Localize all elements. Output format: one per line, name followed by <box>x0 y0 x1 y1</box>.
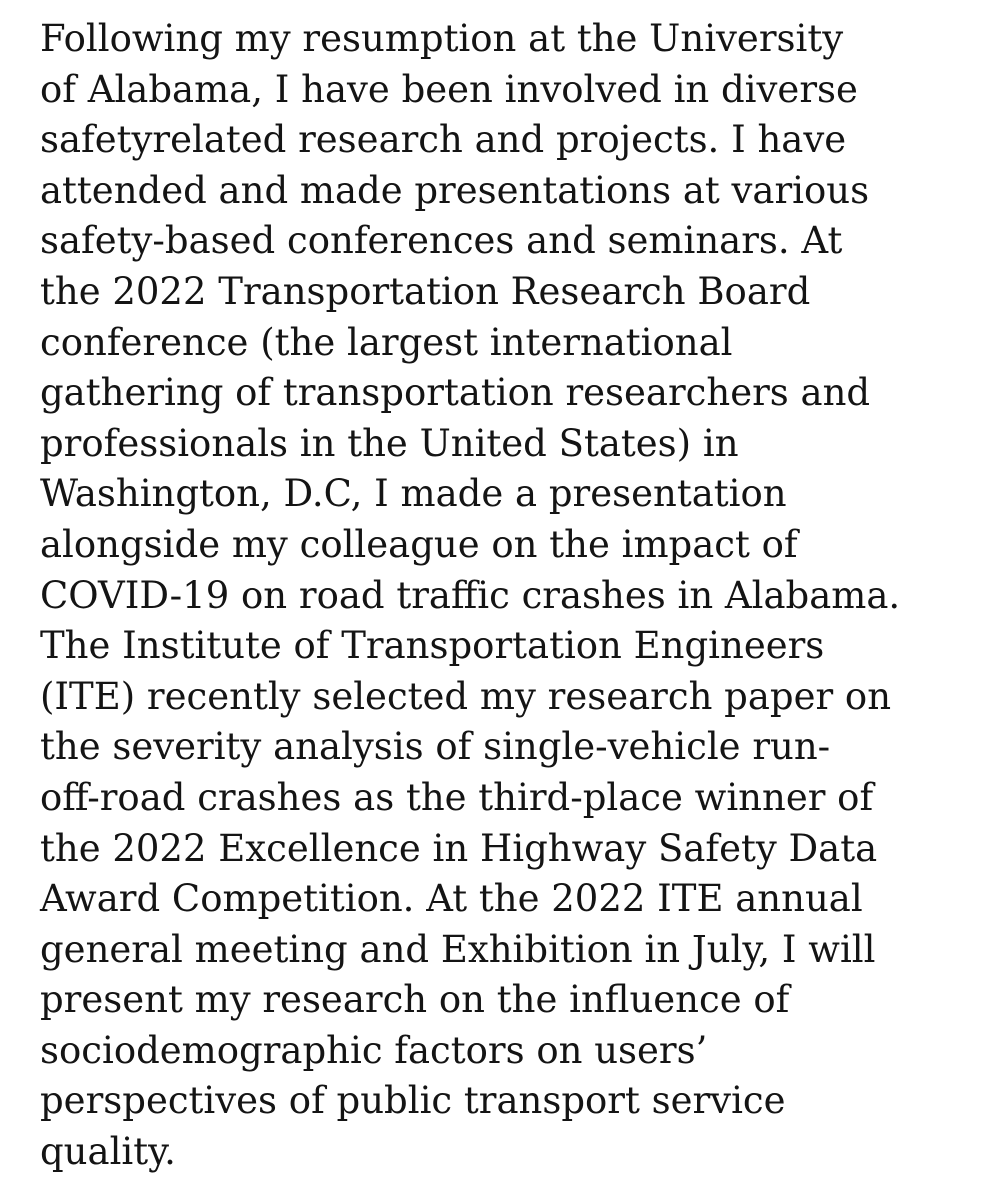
paragraph-line: quality. <box>40 1130 176 1174</box>
paragraph-line: the severity analysis of single-vehicle run- <box>40 725 831 769</box>
paragraph-line: attended and made presentations at various <box>40 168 870 212</box>
paragraph-line: present my research on the influence of <box>40 978 790 1022</box>
paragraph-line: professionals in the United States) in <box>40 421 739 465</box>
paragraph-line: COVID-19 on road traffic crashes in Alabama. <box>40 573 901 617</box>
paragraph-line: sociodemographic factors on users’ <box>40 1028 708 1072</box>
paragraph-line: gathering of transportation researchers and <box>40 371 871 415</box>
paragraph-line: Washington, D.C, I made a presentation <box>40 472 787 516</box>
paragraph-line: safety-based conferences and seminars. At <box>40 219 843 263</box>
paragraph-line: safetyrelated research and projects. I have <box>40 118 847 162</box>
paragraph-line: alongside my colleague on the impact of <box>40 522 798 566</box>
paragraph-line: conference (the largest international <box>40 320 733 364</box>
paragraph-line: (ITE) recently selected my research paper on <box>40 674 892 718</box>
paragraph-line: perspectives of public transport service <box>40 1079 786 1123</box>
paragraph-line: Award Competition. At the 2022 ITE annual <box>40 877 863 921</box>
paragraph-line: off-road crashes as the third-place winner of <box>40 775 874 819</box>
paragraph-line: of Alabama, I have been involved in diverse <box>40 67 858 111</box>
paragraph-line: the 2022 Excellence in Highway Safety Data <box>40 826 878 870</box>
paragraph-line: Following my resumption at the University <box>40 17 844 60</box>
paragraph-line: the 2022 Transportation Research Board <box>40 269 811 313</box>
paragraph-line: The Institute of Transportation Engineers <box>40 624 825 668</box>
paragraph-line: general meeting and Exhibition in July, I will <box>40 927 876 971</box>
document-paragraph <box>40 14 960 1178</box>
